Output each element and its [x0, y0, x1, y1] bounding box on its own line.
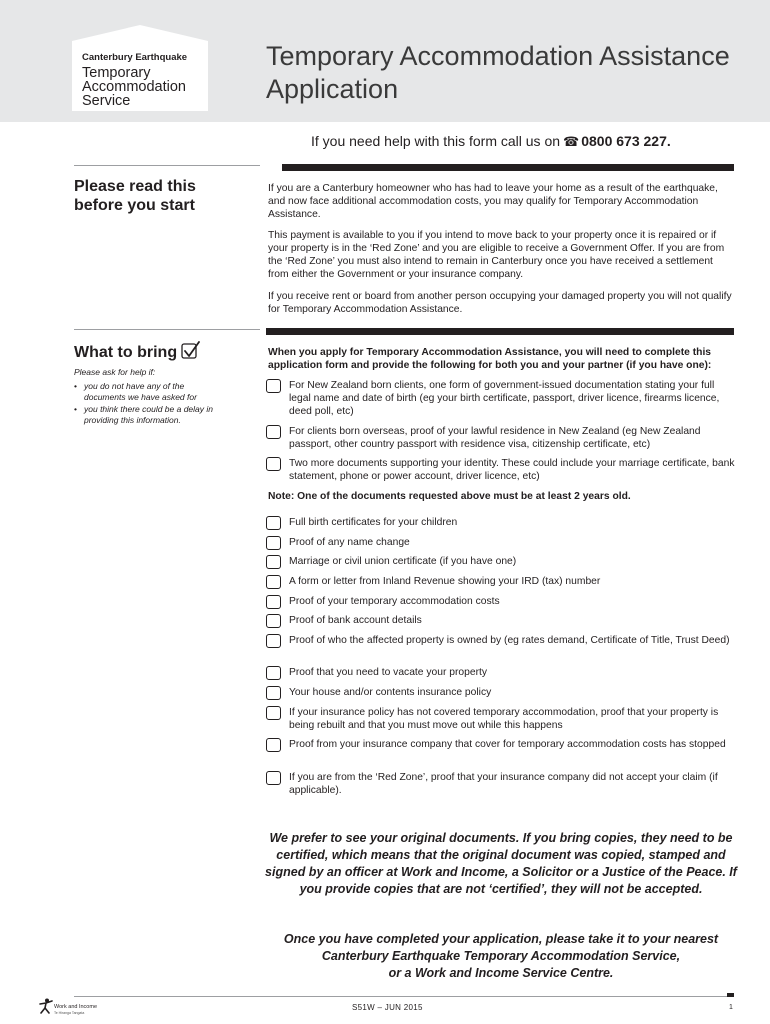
- document-check-item: [266, 575, 736, 588]
- document-check-item: [266, 595, 736, 608]
- check-item-label: Proof of bank account details: [289, 615, 422, 626]
- form-code: S51W – JUN 2015: [352, 1003, 423, 1012]
- check-item-label: Two more documents supporting your identity. These could include your marriage certificate, bank statement, phone or power account, driver licence, etc): [289, 458, 735, 482]
- checkbox[interactable]: [266, 425, 281, 439]
- read-heading-line-1: Please read this: [74, 178, 196, 195]
- document-check-item: [266, 516, 736, 529]
- checkbox[interactable]: [266, 536, 281, 550]
- check-item-label: Proof of your temporary accommodation costs: [289, 596, 500, 607]
- check-item-label: Your house and/or contents insurance policy: [289, 687, 492, 698]
- logo-line-4: Service: [82, 92, 131, 109]
- submit-line-3: or a Work and Income Service Centre.: [388, 966, 614, 980]
- logo-line-2: Temporary: [82, 64, 151, 81]
- help-list: [74, 381, 224, 427]
- checkbox[interactable]: [266, 706, 281, 720]
- service-logo: [72, 25, 208, 111]
- checkbox[interactable]: [266, 575, 281, 589]
- checkbox[interactable]: [266, 634, 281, 648]
- help-item: • you think there could be a delay in providing this information.: [74, 404, 224, 426]
- document-check-item: [266, 634, 736, 647]
- check-item-label: If you are from the ‘Red Zone’, proof that your insurance company did not accept your claim (if applicable).: [289, 772, 718, 796]
- checkbox[interactable]: [266, 379, 281, 393]
- document-check-item: [266, 536, 736, 549]
- section-divider: [74, 165, 260, 166]
- checkmark-box-icon: [181, 341, 201, 364]
- check-item-label: For clients born overseas, proof of your lawful residence in New Zealand (eg New Zealand passport, other country passport with residence visa, citizenship certificate, etc): [289, 426, 701, 450]
- identity-check-item: [266, 425, 736, 451]
- page-title: [266, 40, 730, 106]
- checkbox[interactable]: [266, 686, 281, 700]
- document-check-item: [266, 666, 736, 679]
- check-item-label: Proof from your insurance company that cover for temporary accommodation costs has stopped: [289, 739, 726, 750]
- check-item-label: Full birth certificates for your children: [289, 517, 458, 528]
- checkbox[interactable]: [266, 771, 281, 785]
- section-divider: [74, 329, 260, 330]
- check-item-label: Proof that you need to vacate your property: [289, 667, 488, 678]
- checkbox[interactable]: [266, 555, 281, 569]
- document-check-item: [266, 686, 736, 699]
- footer-tick: [727, 993, 734, 997]
- helpline: [311, 133, 671, 150]
- identity-check-item: [266, 457, 736, 483]
- identity-check-item: [266, 379, 736, 418]
- checkbox[interactable]: [266, 516, 281, 530]
- read-heading-line-2: before you start: [74, 197, 195, 214]
- footer-org-name: Work and Income: [54, 1004, 98, 1010]
- title-line-2: Application: [266, 74, 399, 104]
- submit-line-2: Canterbury Earthquake Temporary Accommodation Service,: [321, 949, 681, 963]
- work-and-income-logo: [38, 998, 54, 1019]
- section-bar: [282, 164, 734, 171]
- document-check-item: [266, 555, 736, 568]
- check-item-label: A form or letter from Inland Revenue showing your IRD (tax) number: [289, 576, 601, 587]
- submit-line-1: Once you have completed your application, please take it to your nearest: [283, 932, 719, 946]
- checkbox[interactable]: [266, 457, 281, 471]
- logo-line-1: Canterbury Earthquake: [82, 52, 188, 63]
- documents-note: Note: One of the documents requested above must be at least 2 years old.: [268, 491, 631, 502]
- footer-org: [54, 1004, 97, 1016]
- logo-line-3: Accommodation: [82, 78, 186, 95]
- read-para-1: If you are a Canterbury homeowner who has had to leave your home as a result of the earthquake, and now face additional accommodation costs, you may qualify for Temporary Accommodation Assistance.: [268, 183, 718, 220]
- read-para-3: If you receive rent or board from another person occupying your damaged property you will not qualify for Temporary Accommodation Assistance.: [268, 291, 732, 315]
- document-check-item: [266, 771, 736, 797]
- check-item-label: If your insurance policy has not covered temporary accommodation, proof that your property is being rebuilt and that you must move out while this happens: [289, 707, 719, 731]
- title-line-1: Temporary Accommodation Assistance: [266, 41, 730, 71]
- person-figure-icon: [38, 998, 54, 1014]
- footer-org-tagline: Te Hiranga Tangata: [54, 1011, 85, 1015]
- helpline-text: If you need help with this form call us on: [311, 133, 561, 149]
- document-check-item: [266, 738, 736, 751]
- help-intro: Please ask for help if:: [74, 367, 156, 377]
- check-item-label: For New Zealand born clients, one form of government-issued documentation stating your full legal name and date of birth (eg your birth certificate, passport, driver licence, firearms licence, deed poll, etc): [289, 380, 720, 417]
- footer-divider: [74, 996, 734, 997]
- checkbox[interactable]: [266, 738, 281, 752]
- read-para-2: This payment is available to you if you intend to move back to your property once it is repaired or if your property is in the ‘Red Zone’ and you are eligible to receive a Government Offer. If you are from the ‘Red Zone’ you must also intend to remain in Canterbury once you have received a settlement from either the Government or your insurance company.: [268, 230, 725, 280]
- bring-intro: When you apply for Temporary Accommodation Assistance, you will need to complete this application form and provide the following for both you and your partner (if you have one):: [268, 347, 712, 371]
- read-section-heading: [74, 177, 196, 215]
- document-check-item: [266, 614, 736, 627]
- originals-notice: We prefer to see your original documents. If you bring copies, they need to be certified, which means that the original document was copied, stamped and signed by an officer at Work and Income, a Solicitor or a Justice of the Peace. If you provide copies that are not ‘certified’, they will not be accepted.: [265, 831, 737, 896]
- checkbox[interactable]: [266, 614, 281, 628]
- section-bar: [266, 328, 734, 335]
- check-item-label: Marriage or civil union certificate (if you have one): [289, 556, 517, 567]
- telephone-icon: ☎: [563, 134, 580, 149]
- submit-notice: [262, 931, 740, 982]
- checkbox[interactable]: [266, 666, 281, 680]
- helpline-phone: 0800 673 227.: [581, 133, 671, 149]
- checkbox[interactable]: [266, 595, 281, 609]
- check-item-label: Proof of who the affected property is owned by (eg rates demand, Certificate of Title, Trust Deed): [289, 635, 730, 646]
- help-item: • you do not have any of the documents we have asked for: [74, 381, 224, 403]
- bring-section-heading: [74, 341, 201, 364]
- page-number: 1: [729, 1004, 733, 1011]
- document-check-item: [266, 706, 736, 732]
- bring-heading-text: What to bring: [74, 344, 178, 361]
- check-item-label: Proof of any name change: [289, 537, 410, 548]
